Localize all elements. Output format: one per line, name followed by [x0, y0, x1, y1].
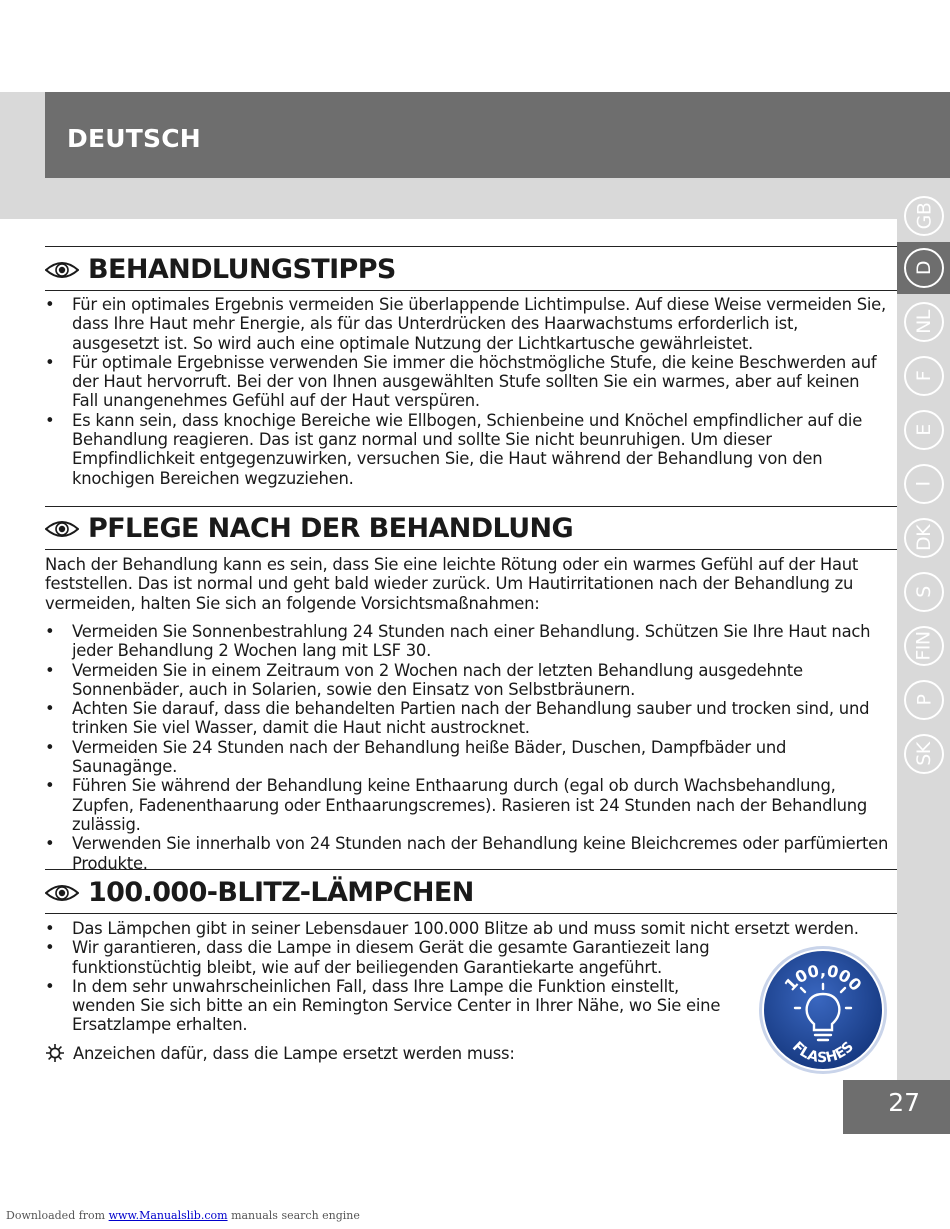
- lang-circle: [904, 410, 944, 450]
- lang-label: S: [913, 586, 935, 598]
- lang-tab-gb[interactable]: [897, 190, 950, 242]
- list-item: • Für ein optimales Ergebnis vermeiden Sie überlappende Lichtimpulse. Auf diese Weise vermeiden Sie, dass Ihre Haut mehr Energie, als für das Unterdrücken des Haarwachstums erforderlich ist, ausgesetzt ist. So wird auch eine optimale Nutzung der Lichtkartusche gewährleistet.: [45, 295, 890, 353]
- lang-tab-dk[interactable]: [897, 512, 950, 564]
- sun-icon: [45, 1043, 65, 1063]
- lamp-sign-line: [45, 1043, 515, 1063]
- footer: [6, 1209, 360, 1222]
- badge-bottom-text: FLASHES: [789, 1038, 857, 1067]
- lang-circle: [904, 680, 944, 720]
- section-title: 100.000-BLITZ-LÄMPCHEN: [88, 877, 474, 908]
- section-title: PFLEGE NACH DER BEHANDLUNG: [88, 513, 574, 544]
- lang-tab-f[interactable]: [897, 350, 950, 402]
- lang-label: D: [912, 260, 935, 276]
- section-rule: [45, 549, 897, 550]
- lang-circle: [904, 572, 944, 612]
- lang-label: FIN: [913, 631, 935, 661]
- list-item: • Vermeiden Sie in einem Zeitraum von 2 Wochen nach der letzten Behandlung ausgedehnte Sonnenbäder, auch in Solarien, sowie den Einsatz von Selbstbräunern.: [45, 661, 895, 700]
- lang-tab-fin[interactable]: [897, 620, 950, 672]
- lang-tab-s[interactable]: [897, 566, 950, 618]
- badge-top-text: 100,000: [780, 961, 866, 995]
- page-number-box: [843, 1080, 950, 1134]
- lang-label: P: [913, 694, 935, 706]
- section-title: BEHANDLUNGSTIPPS: [88, 254, 396, 285]
- lang-circle: [904, 734, 944, 774]
- lang-circle: [904, 356, 944, 396]
- lang-circle: [904, 248, 944, 288]
- lang-label: F: [913, 370, 935, 382]
- footer-prefix: Downloaded from: [6, 1209, 106, 1222]
- section-rule: [45, 913, 897, 914]
- lang-circle: [904, 518, 944, 558]
- lang-label: E: [912, 424, 935, 436]
- tips-list: [45, 295, 890, 488]
- section-heading-lamp: [45, 877, 474, 908]
- lang-circle: [904, 196, 944, 236]
- list-item: • Vermeiden Sie 24 Stunden nach der Behandlung heiße Bäder, Duschen, Dampfbäder und Saunagänge.: [45, 738, 895, 777]
- eye-icon: [45, 883, 79, 903]
- list-item: • Das Lämpchen gibt in seiner Lebensdauer 100.000 Blitze ab und muss somit nicht ersetzt werden.: [45, 919, 902, 938]
- list-item: • Für optimale Ergebnisse verwenden Sie immer die höchstmögliche Stufe, die keine Beschwerden auf der Haut hervorruft. Bei der von Ihnen ausgewählten Stufe sollten Sie ein warmes, aber auf keinen Fall unangenehmes Gefühl auf der Haut verspüren.: [45, 353, 890, 411]
- lang-tab-i[interactable]: [897, 458, 950, 510]
- lang-label: GB: [912, 202, 935, 230]
- footer-link[interactable]: www.Manualslib.com: [108, 1209, 228, 1222]
- section-rule: [45, 506, 897, 507]
- section-rule: [45, 290, 897, 291]
- lang-tab-e[interactable]: [897, 404, 950, 456]
- lang-tab-nl[interactable]: [897, 296, 950, 348]
- lamp-sign-text: Anzeichen dafür, dass die Lampe ersetzt werden muss:: [73, 1043, 515, 1063]
- eye-icon: [45, 260, 79, 280]
- lang-circle: [904, 626, 944, 666]
- lang-tab-p[interactable]: [897, 674, 950, 726]
- flashes-badge: [757, 944, 889, 1076]
- page-title: DEUTSCH: [67, 124, 201, 153]
- lang-label: DK: [913, 524, 935, 552]
- section-rule: [45, 246, 897, 247]
- language-sidebar: [897, 190, 950, 1080]
- footer-suffix: manuals search engine: [231, 1209, 360, 1222]
- lang-circle: [904, 302, 944, 342]
- list-item: • Achten Sie darauf, dass die behandelten Partien nach der Behandlung sauber und trocken sind, und trinken Sie viel Wasser, damit die Haut nicht austrocknet.: [45, 699, 895, 738]
- lang-circle: [904, 464, 944, 504]
- list-item: • Vermeiden Sie Sonnenbestrahlung 24 Stunden nach einer Behandlung. Schützen Sie Ihre Haut nach jeder Behandlung 2 Wochen lang mit LSF 30.: [45, 622, 895, 661]
- lamp-list: [45, 919, 859, 1035]
- aftercare-intro: Nach der Behandlung kann es sein, dass Sie eine leichte Rötung oder ein warmes Gefühl auf der Haut feststellen. Das ist normal und geht bald wieder zurück. Um Hautirritationen nach der Behandlung zu vermeiden, halten Sie sich an folgende Vorsichtsmaßnahmen:: [45, 555, 859, 613]
- list-item: • Wir garantieren, dass die Lampe in diesem Gerät die gesamte Garantiezeit lang funktionstüchtig bleibt, wie auf der beiliegenden Garantiekarte angeführt.: [45, 938, 745, 977]
- lang-tab-sk[interactable]: [897, 728, 950, 780]
- section-rule: [45, 869, 897, 870]
- page-number: 27: [888, 1088, 920, 1117]
- lang-label: NL: [913, 310, 935, 334]
- list-item: • Es kann sein, dass knochige Bereiche wie Ellbogen, Schienbeine und Knöchel empfindlicher auf die Behandlung reagieren. Das ist ganz normal und sollte Sie nicht beunruhigen. Um dieser Empfindlichkeit entgegenzuwirken, versuchen Sie, die Haut während der Behandlung von den knochigen Bereichen wegzuziehen.: [45, 411, 890, 488]
- lang-label: SK: [913, 742, 935, 766]
- aftercare-list: [45, 622, 895, 873]
- lang-tab-d[interactable]: [897, 242, 950, 294]
- section-heading-aftercare: [45, 513, 573, 544]
- section-heading-tips: [45, 254, 396, 285]
- eye-icon: [45, 519, 79, 539]
- list-item: • Verwenden Sie innerhalb von 24 Stunden nach der Behandlung keine Bleichcremes oder parfümierten Produkte.: [45, 834, 895, 873]
- lang-label: I: [912, 481, 935, 487]
- list-item: • In dem sehr unwahrscheinlichen Fall, dass Ihre Lampe die Funktion einstellt, wenden Sie sich bitte an ein Remington Service Center in Ihrer Nähe, wo Sie eine Ersatzlampe erhalten.: [45, 977, 745, 1035]
- list-item: • Führen Sie während der Behandlung keine Enthaarung durch (egal ob durch Wachsbehandlung, Zupfen, Fadenenthaarung oder Enthaarungscremes). Rasieren ist 24 Stunden nach der Behandlung zulässig.: [45, 776, 895, 834]
